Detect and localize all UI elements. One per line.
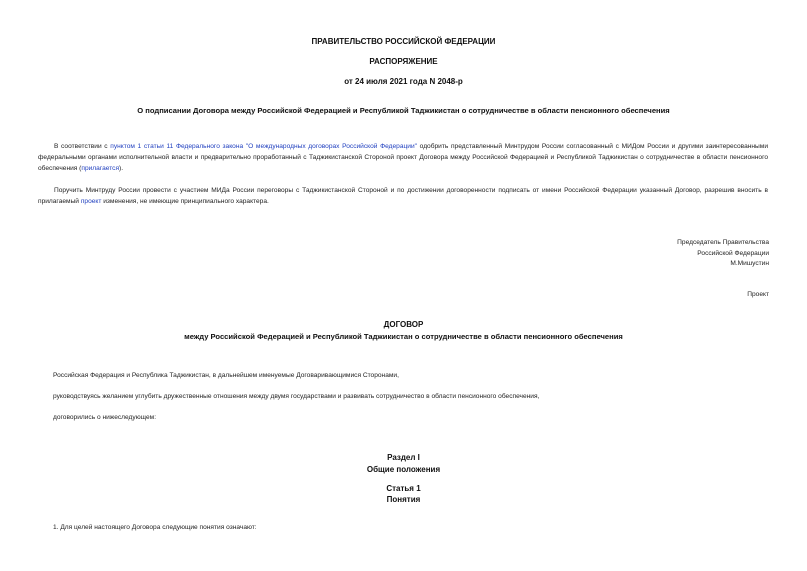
treaty-heading: ДОГОВОР <box>383 320 424 329</box>
section-number: Раздел I <box>387 453 420 462</box>
federal-law-link[interactable]: пунктом 1 статьи 11 Федерального закона "О международных договорах Российской Федерации" <box>110 143 418 150</box>
project-link[interactable]: проект <box>80 198 102 205</box>
paragraph-instruction-text-end: изменения, не имеющие принципиального характера. <box>101 198 269 205</box>
preamble-parties: Российская Федерация и Республика Таджикистан, в дальнейшем именуемые Договаривающимися Сторонами, <box>53 372 399 379</box>
article-name: Понятия <box>386 495 421 504</box>
article-number: Статья 1 <box>386 484 421 493</box>
document-date-number: от 24 июля 2021 года N 2048-р <box>344 77 463 86</box>
preamble-agreed: договорились о нижеследующем: <box>53 414 157 421</box>
paragraph-approval-text-end: ). <box>119 165 124 172</box>
document-title: О подписании Договора между Российской Федерацией и Республикой Таджикистан о сотрудничестве в области пенсионного обеспечения <box>137 106 670 115</box>
signature-name: М.Мишустин <box>730 260 769 267</box>
attachment-link[interactable]: прилагается <box>81 165 120 172</box>
section-name: Общие положения <box>366 465 441 474</box>
treaty-subheading: между Российской Федерацией и Республикой Таджикистан о сотрудничестве в области пенсионного обеспечения <box>184 332 623 341</box>
paragraph-approval <box>38 141 768 174</box>
signature-title: Председатель Правительства <box>677 239 769 246</box>
paragraph-instruction-text-start: Поручить Минтруду России провести с участием МИДа России переговоры с Таджикистанской Стороной и по достижении договоренности подписать от имени Российской Федерации указанный Договор, разрешив вносить в прилагаемый <box>38 187 768 205</box>
government-heading: ПРАВИТЕЛЬСТВО РОССИЙСКОЙ ФЕДЕРАЦИИ <box>311 37 496 46</box>
paragraph-approval-text-middle: одобрить представленный Минтрудом России согласованный с МИДом России и другими заинтересованными федеральными органами исполнительной власти и предварительно проработанный с Таджикистанской Стороной проект Договора между Российской Федерацией и Республикой Таджикистан о сотрудничестве в области пенсионного обеспечения ( <box>38 143 769 172</box>
preamble-purpose: руководствуясь желанием углубить дружественные отношения между двумя государствами и развивать сотрудничество в области пенсионного обеспечения, <box>53 393 540 400</box>
document-type: РАСПОРЯЖЕНИЕ <box>369 57 438 66</box>
clause-1: 1. Для целей настоящего Договора следующие понятия означают: <box>53 524 257 531</box>
paragraph-approval-text-start: В соответствии с <box>54 143 111 150</box>
project-label: Проект <box>747 291 769 298</box>
paragraph-instruction <box>38 185 768 207</box>
signature-country: Российской Федерации <box>697 250 769 257</box>
